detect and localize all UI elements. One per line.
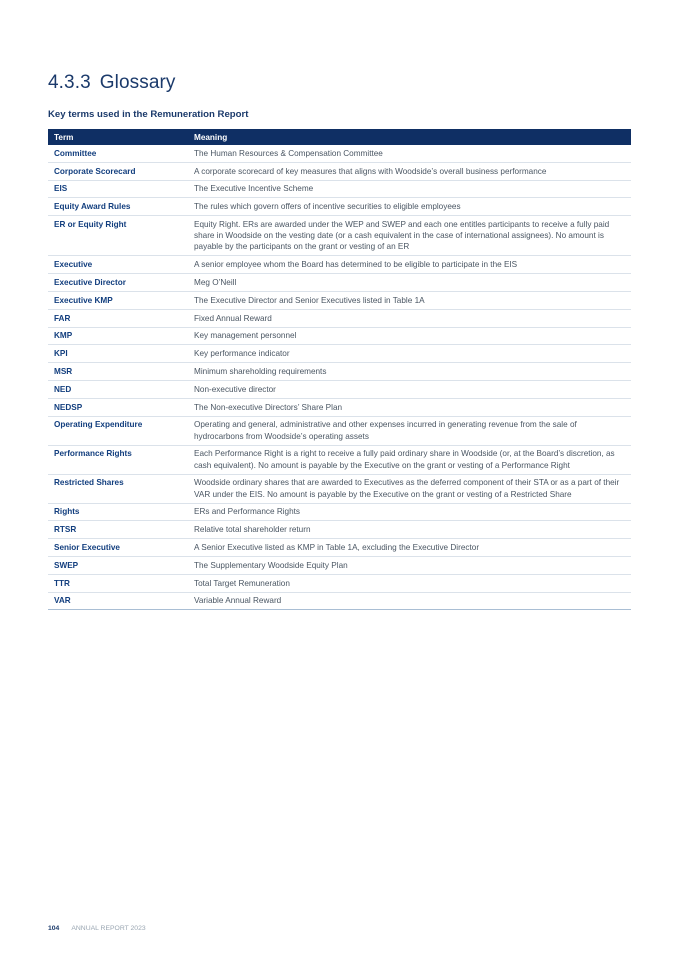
meaning-cell: The Executive Incentive Scheme	[188, 180, 631, 198]
meaning-cell: The Supplementary Woodside Equity Plan	[188, 556, 631, 574]
meaning-cell: A Senior Executive listed as KMP in Table 1A, excluding the Executive Director	[188, 539, 631, 557]
table-row	[48, 398, 631, 416]
meaning-cell: Total Target Remuneration	[188, 574, 631, 592]
table-header-row	[48, 129, 631, 145]
table-row	[48, 345, 631, 363]
meaning-cell: The Human Resources & Compensation Committee	[188, 145, 631, 162]
table-row	[48, 574, 631, 592]
table-row	[48, 180, 631, 198]
term-cell: Executive KMP	[48, 291, 188, 309]
meaning-cell: Woodside ordinary shares that are awarded to Executives as the deferred component of their STA or as a part of their VAR under the EIS. No amount is payable by the Executive on the grant or vesting of a Restricted Share	[188, 474, 631, 503]
term-cell: RTSR	[48, 521, 188, 539]
table-row	[48, 274, 631, 292]
term-cell: Rights	[48, 503, 188, 521]
table-row	[48, 145, 631, 162]
term-cell: EIS	[48, 180, 188, 198]
meaning-cell: Equity Right. ERs are awarded under the WEP and SWEP and each one entitles participants to receive a fully paid share in Woodside on the vesting date (or a cash equivalent in the case of international assignees). No amount is payable by the participants on the grant or vesting of an ER	[188, 216, 631, 256]
term-cell: Executive	[48, 256, 188, 274]
footer-label: ANNUAL REPORT 2023	[71, 925, 146, 932]
table-row	[48, 380, 631, 398]
table-row	[48, 521, 631, 539]
table-row	[48, 309, 631, 327]
meaning-cell: The rules which govern offers of incentive securities to eligible employees	[188, 198, 631, 216]
meaning-cell: Operating and general, administrative and other expenses incurred in generating revenue from the sale of hydrocarbons from Woodside’s operating assets	[188, 416, 631, 445]
term-cell: KMP	[48, 327, 188, 345]
term-cell: MSR	[48, 363, 188, 381]
meaning-cell: ERs and Performance Rights	[188, 503, 631, 521]
column-header-term: Term	[48, 129, 188, 145]
term-cell: NED	[48, 380, 188, 398]
term-cell: Senior Executive	[48, 539, 188, 557]
term-cell: Operating Expenditure	[48, 416, 188, 445]
table-caption: Key terms used in the Remuneration Report	[48, 109, 249, 120]
page-number: 104	[48, 925, 60, 932]
table-row	[48, 162, 631, 180]
page-title	[48, 72, 176, 94]
table-row	[48, 216, 631, 256]
table-row	[48, 327, 631, 345]
table-row	[48, 291, 631, 309]
term-cell: KPI	[48, 345, 188, 363]
table-row	[48, 556, 631, 574]
term-cell: Performance Rights	[48, 445, 188, 474]
section-number: 4.3.3	[48, 72, 91, 93]
term-cell: VAR	[48, 592, 188, 610]
term-cell: Executive Director	[48, 274, 188, 292]
column-header-meaning: Meaning	[188, 129, 631, 145]
table-row	[48, 416, 631, 445]
meaning-cell: Variable Annual Reward	[188, 592, 631, 610]
meaning-cell: Non-executive director	[188, 380, 631, 398]
term-cell: NEDSP	[48, 398, 188, 416]
table-row	[48, 503, 631, 521]
term-cell: Restricted Shares	[48, 474, 188, 503]
table-row	[48, 198, 631, 216]
meaning-cell: A senior employee whom the Board has determined to be eligible to participate in the EIS	[188, 256, 631, 274]
meaning-cell: A corporate scorecard of key measures that aligns with Woodside’s overall business performance	[188, 162, 631, 180]
table-row	[48, 445, 631, 474]
meaning-cell: The Executive Director and Senior Executives listed in Table 1A	[188, 291, 631, 309]
table-row	[48, 363, 631, 381]
page-footer	[48, 925, 146, 932]
term-cell: FAR	[48, 309, 188, 327]
meaning-cell: Fixed Annual Reward	[188, 309, 631, 327]
table-row	[48, 474, 631, 503]
term-cell: TTR	[48, 574, 188, 592]
term-cell: SWEP	[48, 556, 188, 574]
meaning-cell: Minimum shareholding requirements	[188, 363, 631, 381]
meaning-cell: Each Performance Right is a right to receive a fully paid ordinary share in Woodside (or, at the Board’s discretion, as cash equivalent). No amount is payable by the Executive on the grant or vesting of a Performance Right	[188, 445, 631, 474]
term-cell: Committee	[48, 145, 188, 162]
meaning-cell: The Non-executive Directors’ Share Plan	[188, 398, 631, 416]
table-row	[48, 592, 631, 610]
meaning-cell: Key management personnel	[188, 327, 631, 345]
meaning-cell: Key performance indicator	[188, 345, 631, 363]
term-cell: ER or Equity Right	[48, 216, 188, 256]
table-row	[48, 539, 631, 557]
meaning-cell: Meg O’Neill	[188, 274, 631, 292]
section-title: Glossary	[99, 72, 176, 93]
term-cell: Equity Award Rules	[48, 198, 188, 216]
glossary-table	[48, 129, 631, 610]
table-row	[48, 256, 631, 274]
meaning-cell: Relative total shareholder return	[188, 521, 631, 539]
term-cell: Corporate Scorecard	[48, 162, 188, 180]
glossary-body	[48, 145, 631, 610]
